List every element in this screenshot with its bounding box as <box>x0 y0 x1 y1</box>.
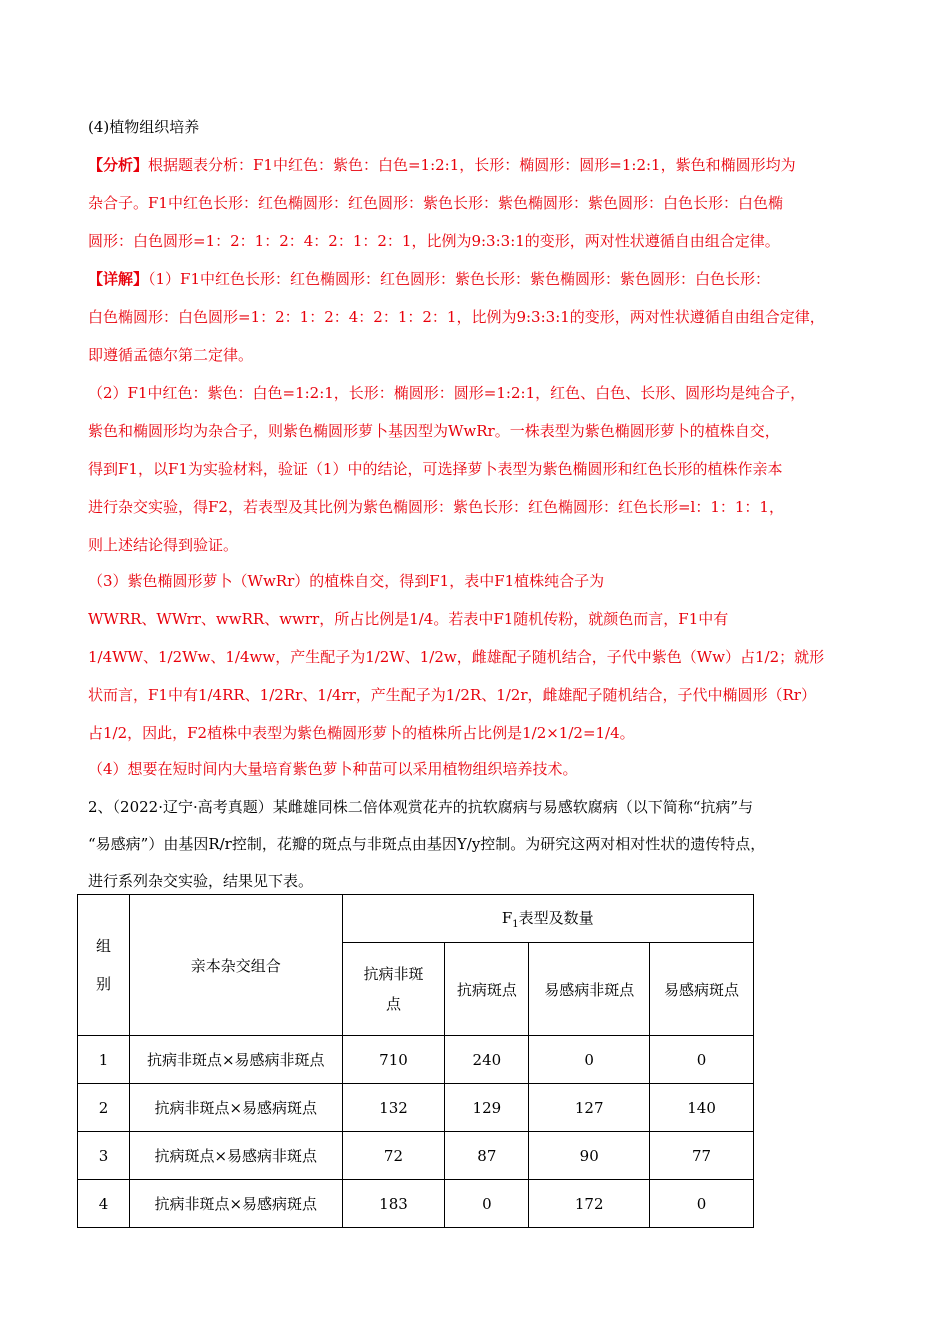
table-row <box>78 1036 754 1084</box>
group-cell: 2 <box>78 1084 130 1132</box>
value-cell: 129 <box>445 1084 529 1132</box>
cross-header-cell: 亲本杂交组合 <box>129 895 342 1036</box>
question-line: “易感病”）由基因R/r控制，花瓣的斑点与非斑点由基因Y/y控制。为研究这两对相对性状的遗传特点， <box>88 835 766 853</box>
value-cell: 90 <box>529 1132 650 1180</box>
f1-header-cell: $F_1$表型及数量 <box>342 895 753 943</box>
text-line: 紫色和椭圆形均为杂合子，则紫色椭圆形萝卜基因型为WwRr。一株表型为紫色椭圆形萝卜的植株自交， <box>88 422 780 440</box>
col-header-cell: 抗病斑点 <box>445 943 529 1036</box>
text-line: 圆形：白色圆形=1：2：1：2：4：2：1：2：1，比例为9:3:3:1的变形，两对性状遵循自由组合定律。 <box>88 232 780 250</box>
question-line: 进行系列杂交实验，结果见下表。 <box>88 872 314 890</box>
text-line: WWRR、WWrr、wwRR、wwrr，所占比例是1/4。若表中F1随机传粉，就颜色而言，F1中有 <box>88 610 729 628</box>
col-header-cell: 抗病非斑 点 <box>342 943 445 1036</box>
analysis-tag: 【分析】 <box>88 156 149 174</box>
text-line: 状而言，F1中有1/4RR、1/2Rr、1/4rr，产生配子为1/2R、1/2r，雌雄配子随机结合，子代中椭圆形（Rr） <box>88 686 816 704</box>
cross-cell: 抗病非斑点×易感病斑点 <box>129 1084 342 1132</box>
text-line: 白色椭圆形：白色圆形=1：2：1：2：4：2：1：2：1，比例为9:3:3:1的变形，两对性状遵循自由组合定律， <box>88 308 825 326</box>
text-line: 占1/2，因此，F2植株中表型为紫色椭圆形萝卜的植株所占比例是1/2×1/2=1/4。 <box>88 724 635 742</box>
text-line: (4)植物组织培养 <box>88 118 200 136</box>
cross-cell: 抗病非斑点×易感病斑点 <box>129 1180 342 1228</box>
value-cell: 172 <box>529 1180 650 1228</box>
group-cell: 4 <box>78 1180 130 1228</box>
value-cell: 0 <box>445 1180 529 1228</box>
col-header-cell: 易感病斑点 <box>650 943 754 1036</box>
text-line: 1/4WW、1/2Ww、1/4ww，产生配子为1/2W、1/2w，雌雄配子随机结合，子代中紫色（Ww）占1/2；就形 <box>88 648 825 666</box>
detail-paragraph-line: 【详解】（1）F1中红色长形：红色椭圆形：红色圆形：紫色长形：紫色椭圆形：紫色圆形：白色长形： <box>88 270 771 288</box>
text-line: （2）F1中红色：紫色：白色=1:2:1，长形：椭圆形：圆形=1:2:1，红色、白色、长形、圆形均是纯合子， <box>88 384 806 402</box>
analysis-paragraph-line: 【分析】根据题表分析：F1中红色：紫色：白色=1:2:1，长形：椭圆形：圆形=1:2:1，紫色和椭圆形均为 <box>88 156 796 174</box>
table-row <box>78 1132 754 1180</box>
value-cell: 87 <box>445 1132 529 1180</box>
value-cell: 132 <box>342 1084 445 1132</box>
cross-cell: 抗病斑点×易感病非斑点 <box>129 1132 342 1180</box>
table-row <box>78 1084 754 1132</box>
text-line: 则上述结论得到验证。 <box>88 536 239 554</box>
results-table <box>77 894 754 1228</box>
value-cell: 0 <box>650 1036 754 1084</box>
text-line: 进行杂交实验，得F2，若表型及其比例为紫色椭圆形：紫色长形：红色椭圆形：红色长形=l：1：1：1， <box>88 498 784 516</box>
value-cell: 240 <box>445 1036 529 1084</box>
cross-cell: 抗病非斑点×易感病非斑点 <box>129 1036 342 1084</box>
value-cell: 710 <box>342 1036 445 1084</box>
table-header-row <box>78 895 754 943</box>
text-line: 得到F1，以F1为实验材料，验证（1）中的结论，可选择萝卜表型为紫色椭圆形和红色长形的植株作亲本 <box>88 460 783 478</box>
value-cell: 127 <box>529 1084 650 1132</box>
text-line: （4）想要在短时间内大量培育紫色萝卜种苗可以采用植物组织培养技术。 <box>88 760 578 778</box>
text-line: 即遵循孟德尔第二定律。 <box>88 346 254 364</box>
group-cell: 3 <box>78 1132 130 1180</box>
value-cell: 140 <box>650 1084 754 1132</box>
detail-tag: 【详解】 <box>88 270 149 288</box>
question-line: 2、（2022·辽宁·高考真题）某雌雄同株二倍体观赏花卉的抗软腐病与易感软腐病（以下简称“抗病”与 <box>88 798 754 816</box>
col-header-cell: 易感病非斑点 <box>529 943 650 1036</box>
value-cell: 183 <box>342 1180 445 1228</box>
value-cell: 77 <box>650 1132 754 1180</box>
value-cell: 0 <box>529 1036 650 1084</box>
table-row <box>78 1180 754 1228</box>
text-line: （3）紫色椭圆形萝卜（WwRr）的植株自交，得到F1，表中F1植株纯合子为 <box>88 572 605 590</box>
group-header-cell: 组 别 <box>78 895 130 1036</box>
value-cell: 0 <box>650 1180 754 1228</box>
value-cell: 72 <box>342 1132 445 1180</box>
group-cell: 1 <box>78 1036 130 1084</box>
text-line: 杂合子。F1中红色长形：红色椭圆形：红色圆形：紫色长形：紫色椭圆形：紫色圆形：白色长形：白色椭 <box>88 194 783 212</box>
